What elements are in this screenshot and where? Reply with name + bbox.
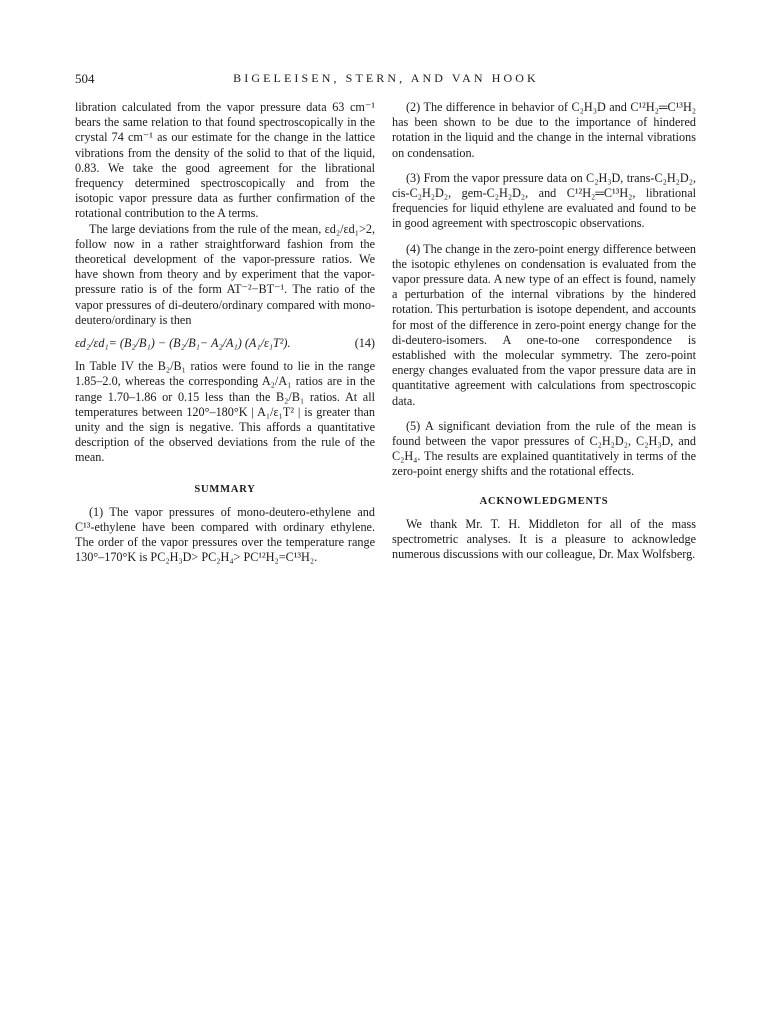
right-column [392,100,696,562]
running-title: BIGELEISEN, STERN, AND VAN HOOK [233,71,539,85]
equation-number: (14) [354,336,375,351]
summary-item-3: (3) From the vapor pressure data on C₂H₃D, trans-C₂H₂D₂, cis-C₂H₂D₂, gem-C₂H₂D₂, and C¹²H₂═C¹³H₂, librational frequencies for liquid ethylene are evaluated and found to be in good agreement with spectroscopic observations. [392,170,696,231]
running-header [75,71,697,87]
acknowledgments-text: We thank Mr. T. H. Middleton for all of the mass spectrometric analyses. It is a pleasure to acknowledge numerous discussions with our colleague, Dr. Max Wolfsberg. [392,516,696,562]
section-heading-acknowledgments: ACKNOWLEDGMENTS [479,495,609,507]
page-number: 504 [75,71,95,86]
left-column [75,100,375,566]
equation-14 [75,336,375,351]
summary-item-4: (4) The change in the zero-point energy difference between the isotopic ethylenes on condensation is evaluated from the vapor pressure data. A new type of an effect is found, namely a perturbation of the internal vibrations by the hindered rotation. This perturbation is isotope dependent, and accounts for most of the difference in zero-point energy change for the di-deutero-isomers. A one-to-one correspondence is established with the molecular symmetry. The zero-point energy changes evaluated from the vapor pressure data are in quantitative agreement with calculations from spectroscopic data. [392,241,696,408]
body-paragraph: libration calculated from the vapor pressure data 63 cm⁻¹ bears the same relation to that found spectroscopically in the crystal 74 cm⁻¹ as our estimate for the change in the lattice vibrations from the density of the solid to that of the liquid, 0.83. We take the good agreement for the librational frequency determined spectroscopically and from the isotopic vapor pressure data as further confirmation of the rotational contribution to the A terms. [75,100,375,221]
summary-item-5: (5) A significant deviation from the rule of the mean is found between the vapor pressures of C₂H₂D₂, C₂H₃D, and C₂H₄. The results are explained quantitatively in terms of the zero-point energy shifts and the rotational effects. [392,418,696,479]
equation-expression: εd₂/εd₁= (B₂/B₁) − (B₂/B₁− A₂/A₁) (A₁/ε₁T²). [75,336,291,351]
section-heading-summary: SUMMARY [194,483,256,495]
body-paragraph: In Table IV the B₂/B₁ ratios were found to lie in the range 1.85–2.0, whereas the corresponding A₂/A₁ ratios are in the range 1.70–1.86 or 0.15 less than the B₂/B₁ ratios. At all temperatures between 120°–180°K | A₁/ε₁T² | is greater than unity and the sign is negative. This affords a quantitative description of the observed deviations from the rule of the mean. [75,359,375,465]
body-paragraph: The large deviations from the rule of the mean, εd₂/εd₁>2, follow now in a rather straightforward fashion from the theoretical development of the vapor-pressure ratios. We have shown from theory and by experiment that the vapor-pressure ratio is of the form AT⁻²−BT⁻¹. The ratio of the vapor pressures of di-deutero/ordinary compared with mono-deutero/ordinary is then [75,221,375,327]
summary-item-2: (2) The difference in behavior of C₂H₃D and C¹²H₂═C¹³H₂ has been shown to be due to the importance of hindered rotation in the liquid and the change in the internal vibrations on condensation. [392,100,696,160]
summary-item-1: (1) The vapor pressures of mono-deutero-ethylene and C¹³-ethylene have been compared with ordinary ethylene. The order of the vapor pressures over the temperature range 130°–170°K is PC₂H₃D> PC₂H₄> PC¹²H₂=C¹³H₂. [75,504,375,565]
